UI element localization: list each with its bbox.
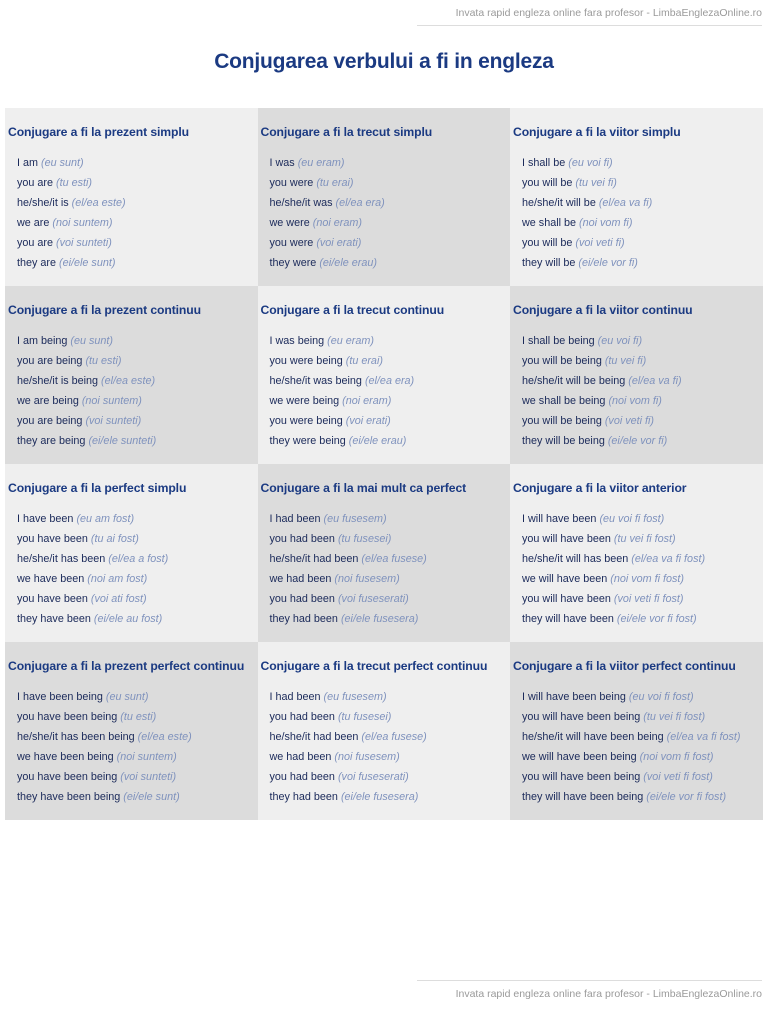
english-form: you are xyxy=(17,177,54,189)
conjugation-row xyxy=(17,589,258,609)
english-form: I was xyxy=(269,157,295,169)
conjugation-list xyxy=(513,153,763,273)
english-form: I will have been xyxy=(522,513,597,525)
conjugation-row xyxy=(17,193,258,213)
conjugation-card xyxy=(5,286,258,464)
conjugation-card-title: Conjugare a fi la prezent perfect continuu xyxy=(8,659,245,673)
english-form: they were xyxy=(269,257,317,269)
english-form: we are xyxy=(17,217,50,229)
english-form: you will have been being xyxy=(522,711,641,723)
footer-note: Invata rapid engleza online fara profesor - LimbaEnglezaOnline.ro xyxy=(417,980,762,1000)
romanian-translation: (tu vei fi) xyxy=(604,355,647,367)
conjugation-row xyxy=(522,331,763,351)
romanian-translation: (ei/ele vor fi) xyxy=(578,257,638,269)
romanian-translation: (eu am fost) xyxy=(76,513,135,525)
english-form: he/she/it has been being xyxy=(17,731,135,743)
conjugation-card-title: Conjugare a fi la prezent simplu xyxy=(8,125,189,139)
romanian-translation: (ei/ele erau) xyxy=(319,257,377,269)
conjugation-row xyxy=(17,431,258,451)
romanian-translation: (noi fusesem) xyxy=(334,573,400,585)
romanian-translation: (voi erati) xyxy=(345,415,391,427)
english-form: you will be being xyxy=(522,355,602,367)
conjugation-row xyxy=(270,549,511,569)
conjugation-row xyxy=(270,431,511,451)
conjugation-card xyxy=(5,642,258,820)
romanian-translation: (voi sunteti) xyxy=(56,237,112,249)
conjugation-card-title: Conjugare a fi la trecut perfect continuu xyxy=(260,659,488,673)
conjugation-card xyxy=(258,642,511,820)
romanian-translation: (tu fusesei) xyxy=(337,711,392,723)
conjugation-card xyxy=(258,108,511,286)
conjugation-row xyxy=(522,193,763,213)
english-form: you had been xyxy=(269,533,335,545)
conjugation-card xyxy=(258,464,511,642)
romanian-translation: (voi fuseserati) xyxy=(337,593,409,605)
romanian-translation: (el/ea va fi) xyxy=(628,375,682,387)
english-form: they are xyxy=(17,257,57,269)
conjugation-row xyxy=(522,411,763,431)
english-form: we have been being xyxy=(17,751,114,763)
conjugation-row xyxy=(270,509,511,529)
english-form: you are being xyxy=(17,415,83,427)
english-form: I have been xyxy=(17,513,74,525)
english-form: they had been xyxy=(269,791,338,803)
conjugation-row xyxy=(17,153,258,173)
conjugation-row xyxy=(270,233,511,253)
conjugation-row xyxy=(522,687,763,707)
romanian-translation: (eu sunt) xyxy=(41,157,84,169)
conjugation-list xyxy=(261,331,511,451)
conjugation-row xyxy=(17,549,258,569)
romanian-translation: (el/ea va fi fost) xyxy=(631,553,706,565)
conjugation-list xyxy=(261,153,511,273)
romanian-translation: (eu voi fi) xyxy=(597,335,643,347)
romanian-translation: (el/ea este) xyxy=(137,731,192,743)
romanian-translation: (eu voi fi fost) xyxy=(599,513,665,525)
conjugation-row xyxy=(270,173,511,193)
english-form: we had been xyxy=(269,751,332,763)
conjugation-row xyxy=(17,351,258,371)
english-form: you have been xyxy=(17,533,88,545)
conjugation-card-title: Conjugare a fi la perfect simplu xyxy=(8,481,187,495)
conjugation-list xyxy=(261,687,511,807)
romanian-translation: (voi veti fi fost) xyxy=(613,593,684,605)
conjugation-row xyxy=(270,193,511,213)
english-form: he/she/it has been xyxy=(17,553,106,565)
conjugation-row xyxy=(17,411,258,431)
conjugation-card xyxy=(510,464,763,642)
romanian-translation: (voi fuseserati) xyxy=(337,771,409,783)
conjugation-row xyxy=(17,529,258,549)
english-form: he/she/it will have been being xyxy=(522,731,664,743)
romanian-translation: (voi sunteti) xyxy=(120,771,177,783)
romanian-translation: (el/ea fusese) xyxy=(361,553,427,565)
romanian-translation: (voi sunteti) xyxy=(85,415,142,427)
romanian-translation: (noi suntem) xyxy=(52,217,113,229)
romanian-translation: (tu fusesei) xyxy=(337,533,392,545)
romanian-translation: (noi fusesem) xyxy=(334,751,400,763)
english-form: they have been being xyxy=(17,791,121,803)
romanian-translation: (el/ea va fi) xyxy=(598,197,653,209)
english-form: he/she/it is being xyxy=(17,375,99,387)
english-form: they will have been xyxy=(522,613,614,625)
romanian-translation: (noi eram) xyxy=(312,217,362,229)
english-form: you have been being xyxy=(17,711,118,723)
english-form: he/she/it was xyxy=(269,197,333,209)
english-form: I was being xyxy=(269,335,325,347)
romanian-translation: (noi vom fi fost) xyxy=(610,573,685,585)
english-form: you will be being xyxy=(522,415,602,427)
header-note: Invata rapid engleza online fara profesor - LimbaEnglezaOnline.ro xyxy=(417,0,762,26)
romanian-translation: (eu fusesem) xyxy=(323,513,387,525)
english-form: you will be xyxy=(522,177,573,189)
english-form: we are being xyxy=(17,395,79,407)
romanian-translation: (tu erai) xyxy=(345,355,383,367)
romanian-translation: (ei/ele vor fi) xyxy=(607,435,668,447)
english-form: we have been xyxy=(17,573,85,585)
english-form: you are being xyxy=(17,355,83,367)
english-form: you had been xyxy=(269,593,335,605)
conjugation-list xyxy=(513,509,763,629)
conjugation-card xyxy=(510,286,763,464)
english-form: he/she/it is xyxy=(17,197,69,209)
conjugation-row xyxy=(270,391,511,411)
conjugation-list xyxy=(513,687,763,807)
conjugation-row xyxy=(270,213,511,233)
conjugation-row xyxy=(270,569,511,589)
conjugation-row xyxy=(17,787,258,807)
conjugation-grid xyxy=(5,108,763,820)
romanian-translation: (tu ai fost) xyxy=(90,533,139,545)
english-form: you were xyxy=(269,177,314,189)
english-form: we will have been xyxy=(522,573,608,585)
english-form: we had been xyxy=(269,573,332,585)
conjugation-row xyxy=(17,331,258,351)
conjugation-row xyxy=(522,569,763,589)
romanian-translation: (voi veti fi fost) xyxy=(643,771,713,783)
conjugation-row xyxy=(17,253,258,273)
conjugation-row xyxy=(17,609,258,629)
english-form: they were being xyxy=(269,435,346,447)
conjugation-row xyxy=(522,233,763,253)
romanian-translation: (el/ea era) xyxy=(364,375,415,387)
conjugation-card-title: Conjugare a fi la viitor anterior xyxy=(513,481,687,495)
conjugation-row xyxy=(522,173,763,193)
conjugation-row xyxy=(17,371,258,391)
romanian-translation: (eu fusesem) xyxy=(323,691,387,703)
romanian-translation: (ei/ele sunteti) xyxy=(88,435,157,447)
conjugation-row xyxy=(270,747,511,767)
english-form: they have been xyxy=(17,613,91,625)
romanian-translation: (voi ati fost) xyxy=(90,593,147,605)
conjugation-list xyxy=(261,509,511,629)
conjugation-card-title: Conjugare a fi la trecut simplu xyxy=(260,125,433,139)
conjugation-row xyxy=(17,233,258,253)
conjugation-card-title: Conjugare a fi la viitor perfect continuu xyxy=(513,659,736,673)
romanian-translation: (eu sunt) xyxy=(105,691,149,703)
conjugation-row xyxy=(17,707,258,727)
conjugation-row xyxy=(522,391,763,411)
conjugation-row xyxy=(270,707,511,727)
romanian-translation: (tu esti) xyxy=(56,177,93,189)
english-form: he/she/it had been xyxy=(269,553,359,565)
conjugation-row xyxy=(522,509,763,529)
english-form: he/she/it had been xyxy=(269,731,359,743)
conjugation-row xyxy=(522,767,763,787)
conjugation-list xyxy=(513,331,763,451)
romanian-translation: (voi veti fi) xyxy=(604,415,655,427)
romanian-translation: (tu vei fi fost) xyxy=(643,711,706,723)
conjugation-row xyxy=(17,569,258,589)
conjugation-list xyxy=(8,687,258,807)
conjugation-row xyxy=(270,411,511,431)
conjugation-card-title: Conjugare a fi la mai mult ca perfect xyxy=(260,481,467,495)
conjugation-row xyxy=(270,687,511,707)
conjugation-card xyxy=(5,108,258,286)
conjugation-row xyxy=(17,747,258,767)
english-form: they will have been being xyxy=(522,791,644,803)
romanian-translation: (ei/ele vor fi fost) xyxy=(616,613,697,625)
english-form: he/she/it will be being xyxy=(522,375,626,387)
romanian-translation: (noi am fost) xyxy=(87,573,148,585)
romanian-translation: (voi erati) xyxy=(316,237,362,249)
conjugation-row xyxy=(522,707,763,727)
conjugation-list xyxy=(8,509,258,629)
conjugation-row xyxy=(270,153,511,173)
conjugation-row xyxy=(522,609,763,629)
conjugation-row xyxy=(270,589,511,609)
romanian-translation: (ei/ele au fost) xyxy=(93,613,163,625)
romanian-translation: (noi suntem) xyxy=(81,395,142,407)
romanian-translation: (ei/ele sunt) xyxy=(59,257,116,269)
conjugation-row xyxy=(270,727,511,747)
english-form: he/she/it will be xyxy=(522,197,596,209)
romanian-translation: (ei/ele sunt) xyxy=(123,791,180,803)
conjugation-row xyxy=(522,253,763,273)
conjugation-row xyxy=(522,431,763,451)
conjugation-card xyxy=(510,642,763,820)
english-form: you will have been being xyxy=(522,771,641,783)
english-form: you had been xyxy=(269,771,335,783)
conjugation-row xyxy=(270,371,511,391)
english-form: they will be being xyxy=(522,435,605,447)
romanian-translation: (tu esti) xyxy=(120,711,157,723)
romanian-translation: (ei/ele erau) xyxy=(348,435,407,447)
english-form: you have been being xyxy=(17,771,118,783)
english-form: you will have been xyxy=(522,593,611,605)
conjugation-row xyxy=(17,213,258,233)
conjugation-row xyxy=(270,529,511,549)
conjugation-row xyxy=(17,173,258,193)
conjugation-row xyxy=(270,331,511,351)
romanian-translation: (el/ea fusese) xyxy=(361,731,427,743)
conjugation-row xyxy=(270,253,511,273)
english-form: I will have been being xyxy=(522,691,626,703)
romanian-translation: (noi eram) xyxy=(342,395,392,407)
english-form: we shall be being xyxy=(522,395,606,407)
english-form: I am xyxy=(17,157,38,169)
english-form: you will be xyxy=(522,237,573,249)
english-form: you were xyxy=(269,237,314,249)
conjugation-row xyxy=(17,391,258,411)
english-form: they will be xyxy=(522,257,576,269)
conjugation-row xyxy=(522,747,763,767)
english-form: you are xyxy=(17,237,54,249)
english-form: you will have been xyxy=(522,533,611,545)
english-form: he/she/it will has been xyxy=(522,553,629,565)
conjugation-row xyxy=(17,509,258,529)
conjugation-row xyxy=(270,787,511,807)
romanian-translation: (ei/ele fusesera) xyxy=(340,791,419,803)
english-form: you were being xyxy=(269,355,343,367)
english-form: I am being xyxy=(17,335,68,347)
romanian-translation: (tu vei fi fost) xyxy=(613,533,676,545)
conjugation-row xyxy=(522,549,763,569)
english-form: I had been xyxy=(269,691,321,703)
conjugation-card-title: Conjugare a fi la prezent continuu xyxy=(8,303,201,317)
conjugation-card xyxy=(5,464,258,642)
english-form: they are being xyxy=(17,435,86,447)
english-form: I had been xyxy=(269,513,321,525)
romanian-translation: (el/ea este) xyxy=(71,197,126,209)
romanian-translation: (eu eram) xyxy=(327,335,374,347)
romanian-translation: (noi suntem) xyxy=(116,751,177,763)
romanian-translation: (ei/ele fusesera) xyxy=(340,613,419,625)
romanian-translation: (noi vom fi) xyxy=(608,395,662,407)
romanian-translation: (eu sunt) xyxy=(70,335,114,347)
romanian-translation: (noi vom fi) xyxy=(579,217,633,229)
romanian-translation: (eu eram) xyxy=(297,157,345,169)
english-form: they had been xyxy=(269,613,338,625)
conjugation-row xyxy=(522,213,763,233)
romanian-translation: (tu esti) xyxy=(85,355,122,367)
romanian-translation: (el/ea a fost) xyxy=(108,553,169,565)
english-form: I shall be xyxy=(522,157,566,169)
english-form: we will have been being xyxy=(522,751,637,763)
english-form: he/she/it was being xyxy=(269,375,362,387)
english-form: you had been xyxy=(269,711,335,723)
romanian-translation: (ei/ele vor fi fost) xyxy=(646,791,727,803)
romanian-translation: (noi vom fi fost) xyxy=(639,751,714,763)
english-form: we were xyxy=(269,217,310,229)
conjugation-list xyxy=(8,331,258,451)
english-form: you have been xyxy=(17,593,88,605)
romanian-translation: (el/ea va fi fost) xyxy=(666,731,741,743)
page-title: Conjugarea verbului a fi in engleza xyxy=(214,50,554,73)
conjugation-row xyxy=(17,767,258,787)
conjugation-row xyxy=(17,687,258,707)
conjugation-row xyxy=(270,351,511,371)
conjugation-row xyxy=(522,153,763,173)
english-form: you were being xyxy=(269,415,343,427)
conjugation-row xyxy=(522,589,763,609)
romanian-translation: (el/ea este) xyxy=(101,375,156,387)
romanian-translation: (el/ea era) xyxy=(335,197,385,209)
romanian-translation: (tu vei fi) xyxy=(575,177,617,189)
english-form: we shall be xyxy=(522,217,577,229)
conjugation-row xyxy=(522,371,763,391)
english-form: I shall be being xyxy=(522,335,595,347)
english-form: we were being xyxy=(269,395,340,407)
conjugation-card-title: Conjugare a fi la viitor simplu xyxy=(513,125,681,139)
english-form: I have been being xyxy=(17,691,103,703)
conjugation-row xyxy=(522,787,763,807)
conjugation-row xyxy=(270,609,511,629)
romanian-translation: (tu erai) xyxy=(316,177,354,189)
romanian-translation: (eu voi fi fost) xyxy=(628,691,694,703)
romanian-translation: (voi veti fi) xyxy=(575,237,625,249)
conjugation-row xyxy=(17,727,258,747)
romanian-translation: (eu voi fi) xyxy=(568,157,613,169)
conjugation-card-title: Conjugare a fi la viitor continuu xyxy=(513,303,693,317)
conjugation-card-title: Conjugare a fi la trecut continuu xyxy=(260,303,445,317)
conjugation-row xyxy=(522,351,763,371)
conjugation-list xyxy=(8,153,258,273)
conjugation-row xyxy=(522,529,763,549)
conjugation-card xyxy=(258,286,511,464)
conjugation-row xyxy=(522,727,763,747)
conjugation-row xyxy=(270,767,511,787)
conjugation-card xyxy=(510,108,763,286)
